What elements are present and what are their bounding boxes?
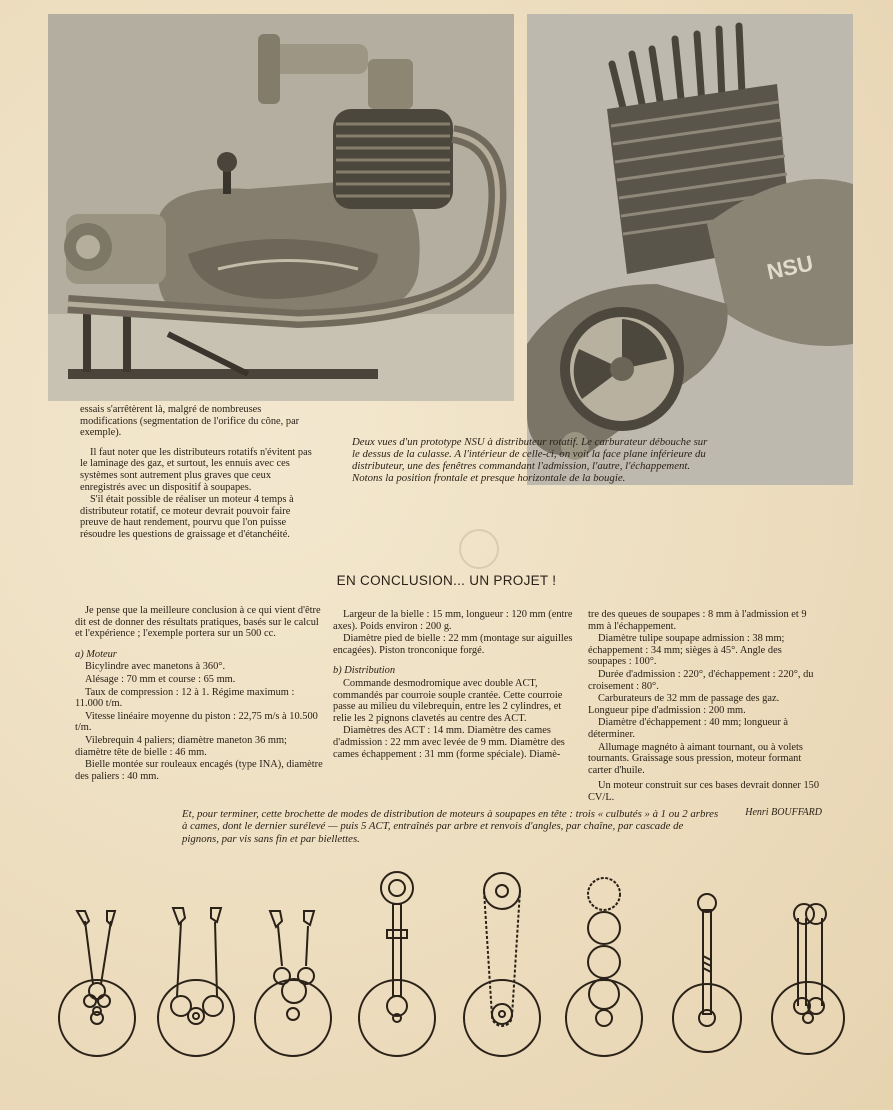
- diagram-ohc-worm-drive: [667, 866, 747, 1066]
- watermark-stamp: [458, 528, 500, 570]
- column-2: [333, 609, 581, 761]
- rotary-distributor-illustration: [527, 14, 853, 485]
- col1-p1: Bicylindre avec manetons à 360°.: [85, 661, 226, 673]
- col3-p6: Allumage magnéto à aimant tournant, ou à volets tournants. Graissage sous pression, moteur formant carter d'huile.: [588, 741, 803, 776]
- photo-caption: Deux vues d'un prototype NSU à distributeur rotatif. Le carburateur débouche sur le dessus de la culasse. A l'intérieur de celle-ci, on voit la face plane inférieure du distributeur, une des fenêtres commandant l'admission, l'autre, l'échappement. Notons la position frontale et presque horizontale de la bougie.: [352, 436, 708, 484]
- bottom-caption: Et, pour terminer, cette brochette de modes de distribution de moteurs à soupapes en tête : trois « culbutés » à 1 ou 2 arbres à cames, dont le dernier surélevé — puis 5 ACT, entraînés par arbre et renvois d'angles, par chaîne, par cascade de pignons, par vis sans fin et par biellettes.: [182, 808, 719, 845]
- col2-p3: Commande desmodromique avec double ACT, commandés par courroie souple crantée. Cette courroie passe au milieu du vilebrequin, entre les 2 cylindres, et relie les 2 pignons clavetés au centre des ACT.: [333, 677, 563, 724]
- col3-p4: Carburateurs de 32 mm de passage des gaz. Longueur pipe d'admission : 200 mm.: [588, 693, 780, 716]
- col2-p2: Diamètre pied de bielle : 22 mm (montage sur aiguilles encagées). Piston tronconique forgé.: [333, 633, 573, 656]
- diagram-ohc-chain: [462, 866, 542, 1066]
- left-text-p1: essais s'arrêtèrent là, malgré de nombreuses modifications (segmentation de l'orifice du cône, par exemple).: [80, 404, 300, 439]
- col1-p6: Bielle montée sur rouleaux encagés (type INA), diamètre des paliers : 40 mm.: [75, 759, 323, 782]
- col1-p2: Alésage : 70 mm et course : 65 mm.: [85, 673, 236, 685]
- col3-p7: Un moteur construit sur ces bases devrait donner 150 CV/L.: [588, 780, 820, 803]
- column-1: [75, 605, 325, 783]
- diagram-ohc-coupling-rods: [764, 866, 852, 1066]
- col3-p2: Diamètre tulipe soupape admission : 38 mm; échappement : 34 mm; sièges à 45°. Angle des soupapes : 100°.: [588, 633, 785, 668]
- diagram-ohc-bevel-shaft: [357, 866, 437, 1066]
- col2-p1: Largeur de la bielle : 15 mm, longueur : 120 mm (entre axes). Poids environ : 200 g.: [333, 609, 573, 632]
- engine-side-view-illustration: [48, 14, 514, 401]
- section-title: EN CONCLUSION... UN PROJET !: [336, 573, 557, 588]
- diagram-pushrod-single-cam: [57, 866, 137, 1066]
- diagram-ohc-gear-cascade: [564, 866, 644, 1066]
- engine-photo-left: [48, 14, 514, 401]
- col3-p3: Durée d'admission : 220°, d'échappement : 220°, du croisement : 80°.: [588, 668, 814, 692]
- col1-p3: Taux de compression : 12 à 1. Régime maximum : 11.000 t/m.: [75, 686, 295, 710]
- col1-p5: Vilebrequin 4 paliers; diamètre maneton 36 mm; diamètre tête de bielle : 46 mm.: [75, 734, 287, 758]
- col2-heading-distribution: b) Distribution: [333, 665, 396, 677]
- nsu-label: NSU: [764, 250, 816, 285]
- col1-p4: Vitesse linéaire moyenne du piston : 22,75 m/s à 10.500 t/m.: [75, 710, 318, 734]
- left-text-p2: Il faut noter que les distributeurs rotatifs n'évitent pas le laminage des gaz, et surtout, les ennuis avec ces systèmes sont autrement plus graves que ceux enregistrés avec un dispositif à soupapes.: [80, 446, 312, 493]
- col1-heading-moteur: a) Moteur: [75, 648, 117, 660]
- left-text-p3: S'il était possible de réaliser un moteur 4 temps à distributeur rotatif, ce moteur devrait pouvoir faire preuve de haut rendement, pourvu que l'on puisse résoudre les questions de graissage et d'étanchéité.: [80, 494, 294, 540]
- col1-intro: Je pense que la meilleure conclusion à ce qui vient d'être dit est de donner des résultats pratiques, basés sur le calcul et l'expérience ; l'exemple portera sur un 500 cc.: [75, 605, 321, 640]
- col3-p5: Diamètre d'échappement : 40 mm; longueur à déterminer.: [588, 717, 788, 740]
- column-3: [588, 609, 822, 819]
- diagram-pushrod-two-cams: [155, 866, 237, 1066]
- valve-gear-diagrams: [52, 866, 852, 1066]
- author-signature: Henri BOUFFARD: [745, 806, 822, 818]
- engine-photo-right: [527, 14, 853, 485]
- diagram-pushrod-raised-cam: [252, 866, 334, 1066]
- col3-p1: tre des queues de soupapes : 8 mm à l'admission et 9 mm à l'échappement.: [588, 609, 807, 632]
- col2-p4: Diamètres des ACT : 14 mm. Diamètre des cames d'admission : 22 mm avec levée de 9 mm. Diamètre des cames échappement : 31 mm (forme spéciale). Diamè-: [333, 725, 565, 760]
- left-text-block: [80, 404, 312, 542]
